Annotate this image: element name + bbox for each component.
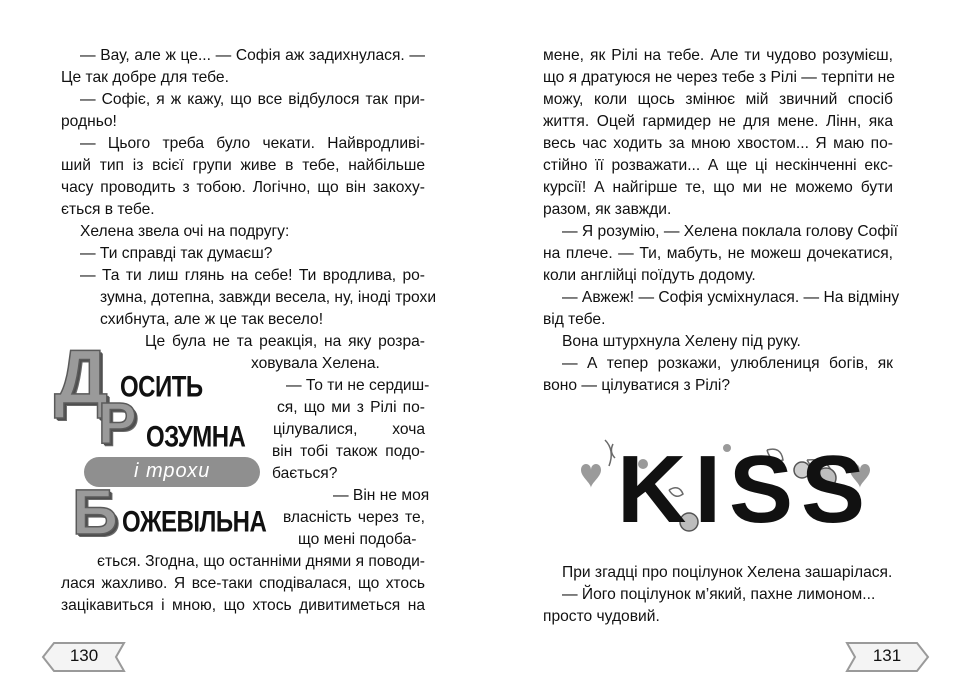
text-line: разом, як завжди. bbox=[543, 201, 672, 218]
text-line: весь час ходить за мною хвостом... Я маю по- bbox=[543, 135, 893, 152]
page-number: 130 bbox=[69, 646, 99, 665]
right-page bbox=[485, 0, 970, 696]
text-line: зацікавиться і мною, що хтось дивитиметься на bbox=[61, 597, 425, 614]
title-word-b: ОЖЕВІЛЬНА bbox=[122, 505, 267, 539]
decorative-title bbox=[50, 335, 270, 555]
text-line: ється в тебе. bbox=[61, 201, 155, 218]
text-line: — Він не моя bbox=[333, 487, 430, 504]
text-line: що мені подоба- bbox=[298, 531, 417, 548]
text-line: ється. Згодна, що останніми днями я поводи- bbox=[97, 553, 425, 570]
title-word-d: ОСИТЬ bbox=[120, 370, 203, 404]
page-number-tab bbox=[40, 640, 128, 674]
text-line: можу, коли щось змінює мій звичний спосіб bbox=[543, 91, 893, 108]
text-line: Це була не та реакція, на яку розра- bbox=[145, 333, 425, 350]
page-number: 131 bbox=[872, 646, 902, 665]
text-line: коли англійці поїдуть додому. bbox=[543, 267, 756, 284]
text-line: ший тип із всієї групи живе в тебе, найбільше bbox=[61, 157, 425, 174]
text-line: на плече. — Ти, мабуть, не можеш дочекатися, bbox=[543, 245, 893, 262]
text-line: — Ти справді так думаєш? bbox=[80, 245, 273, 262]
text-line: цілувалися, хоча bbox=[273, 421, 425, 438]
text-line: — То ти не сердиш- bbox=[286, 377, 430, 394]
text-line: схибнута, але ж це так весело! bbox=[100, 311, 324, 328]
text-line: власність через те, bbox=[283, 509, 425, 526]
text-line: ся, що ми з Рілі по- bbox=[277, 399, 425, 416]
text-line: часу проводить з тобою. Логічно, що він закоху- bbox=[61, 179, 425, 196]
title-letter-r: Р bbox=[98, 391, 137, 456]
text-line: курсії! А найгірше те, що ми не можемо бути bbox=[543, 179, 893, 196]
text-line: Хелена звела очі на подругу: bbox=[80, 223, 290, 240]
text-line: просто чудовий. bbox=[543, 608, 660, 625]
text-line: — Софіє, я ж кажу, що все відбулося так при- bbox=[80, 91, 425, 108]
text-line: — Та ти лиш глянь на себе! Ти вродлива, ро- bbox=[80, 267, 425, 284]
title-middle-text: і трохи bbox=[134, 460, 211, 482]
text-line: Це так добре для тебе. bbox=[61, 69, 229, 86]
text-line: від тебе. bbox=[543, 311, 606, 328]
text-line: мене, як Рілі на тебе. Але ти чудово розумієш, bbox=[543, 47, 893, 64]
kiss-text: KISS bbox=[617, 436, 874, 543]
text-line: він тобі також подо- bbox=[272, 443, 425, 460]
kiss-illustration bbox=[577, 420, 877, 550]
text-line: — Я розумію, — Хелена поклала голову Софії bbox=[562, 223, 898, 240]
text-line: життя. Оцей гармидер не для мене. Лінн, яка bbox=[543, 113, 893, 130]
title-letter-d: Д bbox=[54, 335, 109, 420]
text-line: ховувала Хелена. bbox=[251, 355, 380, 372]
kiss-art bbox=[577, 420, 877, 550]
text-line: — Його поцілунок м’який, пахне лимоном... bbox=[562, 586, 876, 603]
text-line: Вона штурхнула Хелену під руку. bbox=[562, 333, 801, 350]
text-line: — Авжеж! — Софія усміхнулася. — На відміну bbox=[562, 289, 900, 306]
text-line: бається? bbox=[272, 465, 338, 482]
text-line: що я дратуюся не через тебе з Рілі — терпіти не bbox=[543, 69, 895, 86]
page-number-tab bbox=[843, 640, 931, 674]
title-letter-b: Б bbox=[72, 476, 118, 548]
text-line: воно — цілуватися з Рілі? bbox=[543, 377, 731, 394]
text-line: — Цього треба було чекати. Найвродливі- bbox=[80, 135, 425, 152]
text-line: — Вау, але ж це... — Софія аж задихнулася. — bbox=[80, 47, 425, 64]
text-line: лася жахливо. Я все-таки сподівалася, що хтось bbox=[61, 575, 425, 592]
text-line: зумна, дотепна, завжди весела, ну, іноді трохи bbox=[100, 289, 437, 306]
text-line: При згадці про поцілунок Хелена зашарілася. bbox=[562, 564, 893, 581]
text-line: стійно її розважати... А ще ці нескінченні екс- bbox=[543, 157, 893, 174]
heart-icon bbox=[581, 464, 601, 488]
title-word-r: ОЗУМНА bbox=[146, 420, 246, 454]
text-line: родньо! bbox=[61, 113, 117, 130]
text-line: — А тепер розкажи, улюблениця богів, як bbox=[562, 355, 893, 372]
